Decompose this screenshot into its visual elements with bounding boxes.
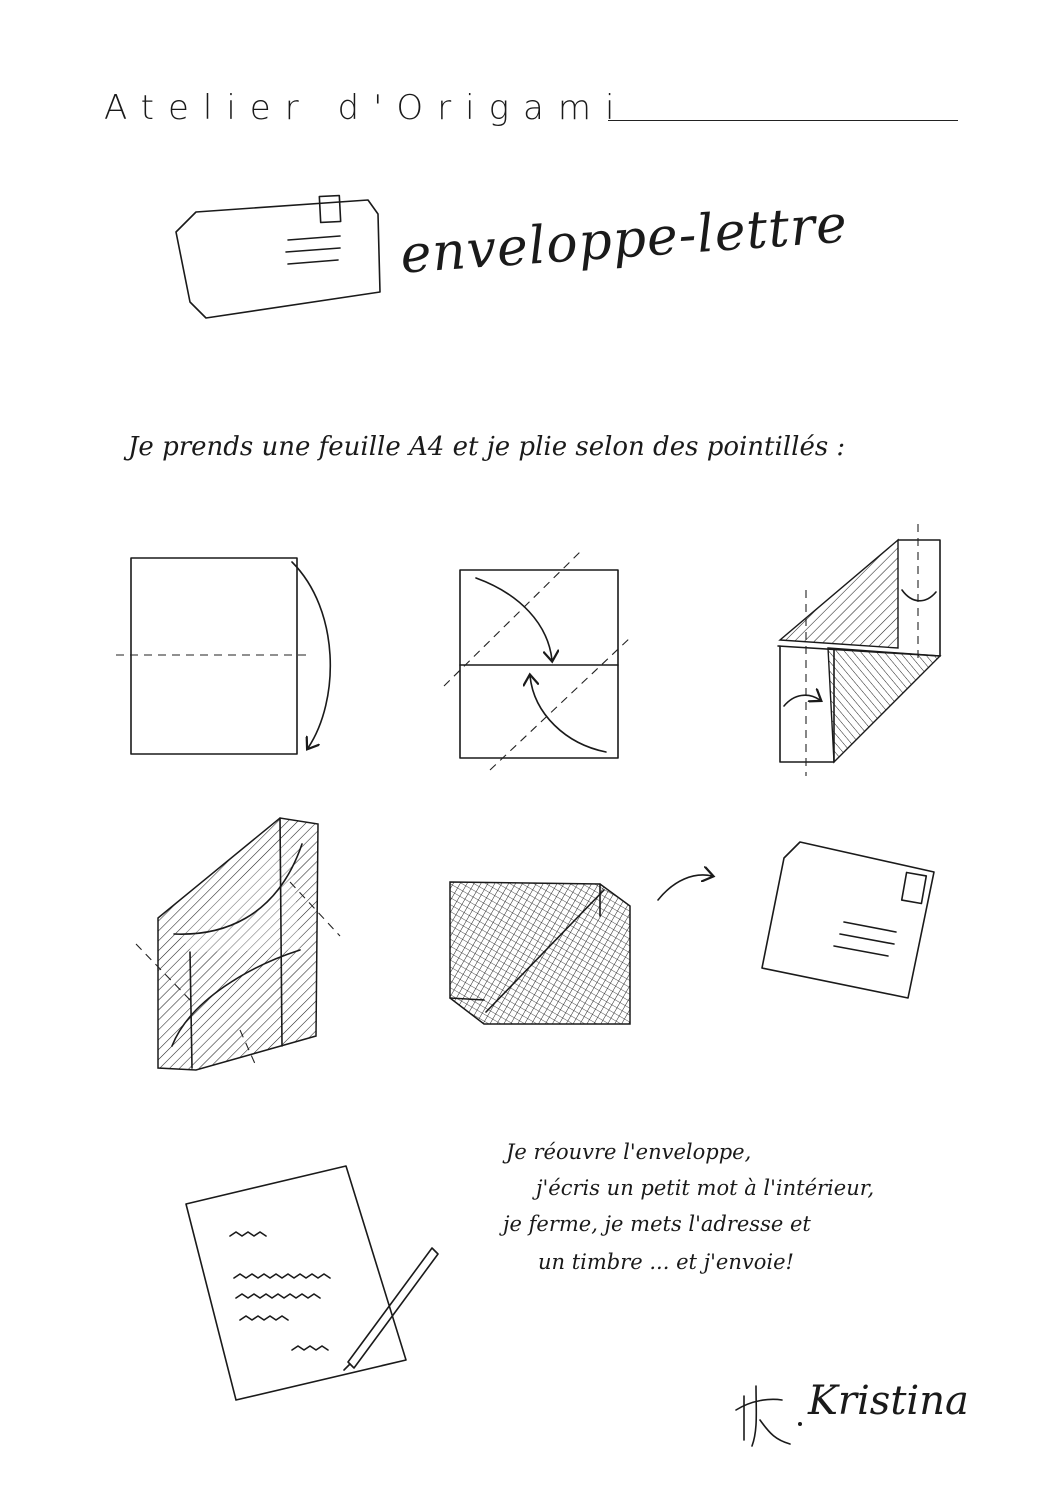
step-4-fold-flaps xyxy=(136,818,340,1070)
step-1-fold-in-half xyxy=(116,558,330,754)
step-2-diagonal-folds xyxy=(444,552,632,770)
closing-line-4: un timbre ... et j'envoie! xyxy=(538,1250,794,1274)
signature-monogram-icon xyxy=(736,1386,802,1446)
header-envelope-icon xyxy=(176,195,380,318)
step-3-side-folds xyxy=(778,524,940,776)
closing-line-1: Je réouvre l'enveloppe, xyxy=(506,1140,752,1164)
instruction-text: Je prends une feuille A4 et je plie selon des pointillés : xyxy=(128,432,846,462)
page-title: Atelier d'Origami xyxy=(104,88,629,128)
closing-line-3: je ferme, je mets l'adresse et xyxy=(503,1212,811,1236)
closing-line-2: j'écris un petit mot à l'intérieur, xyxy=(536,1176,875,1200)
letter-with-pen-icon xyxy=(186,1166,438,1400)
step-6-finished-envelope xyxy=(762,842,934,998)
signature-name: Kristina xyxy=(808,1378,969,1424)
page-subtitle: enveloppe-lettre xyxy=(398,194,850,286)
step-5-folded-envelope xyxy=(450,875,712,1024)
